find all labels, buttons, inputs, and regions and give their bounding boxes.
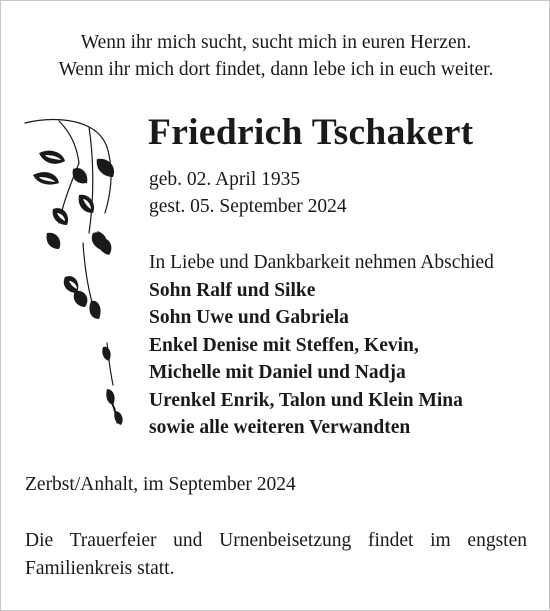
birch-branch-icon	[19, 113, 139, 433]
death-date: gest. 05. September 2024	[149, 196, 347, 217]
mourner-line: sowie alle weiteren Verwandten	[149, 417, 411, 438]
life-dates	[149, 166, 347, 220]
mourner-line: Urenkel Enrik, Talon und Klein Mina	[149, 389, 463, 411]
motto-line-2: Wenn ihr mich dort findet, dann lebe ich in euch weiter.	[58, 59, 494, 80]
funeral-notice: Die Trauerfeier und Urnenbeisetzung findet im engsten Familienkreis statt.	[25, 530, 527, 579]
mourners-list	[149, 249, 494, 442]
birth-date: geb. 02. April 1935	[149, 169, 301, 190]
deceased-name: Friedrich Tschakert	[148, 112, 474, 153]
mourner-line: Enkel Denise mit Steffen, Kevin,	[149, 334, 419, 356]
mourners-intro: In Liebe und Dankbarkeit nehmen Abschied	[149, 252, 494, 273]
mourner-line: Michelle mit Daniel und Nadja	[149, 362, 406, 383]
mourner-line: Sohn Ralf und Silke	[149, 279, 316, 301]
motto-line-1: Wenn ihr mich sucht, sucht mich in euren Herzen.	[80, 32, 472, 53]
place-and-date: Zerbst/Anhalt, im September 2024	[25, 474, 296, 495]
mourner-line: Sohn Uwe und Gabriela	[149, 307, 349, 328]
memorial-motto	[1, 29, 550, 83]
